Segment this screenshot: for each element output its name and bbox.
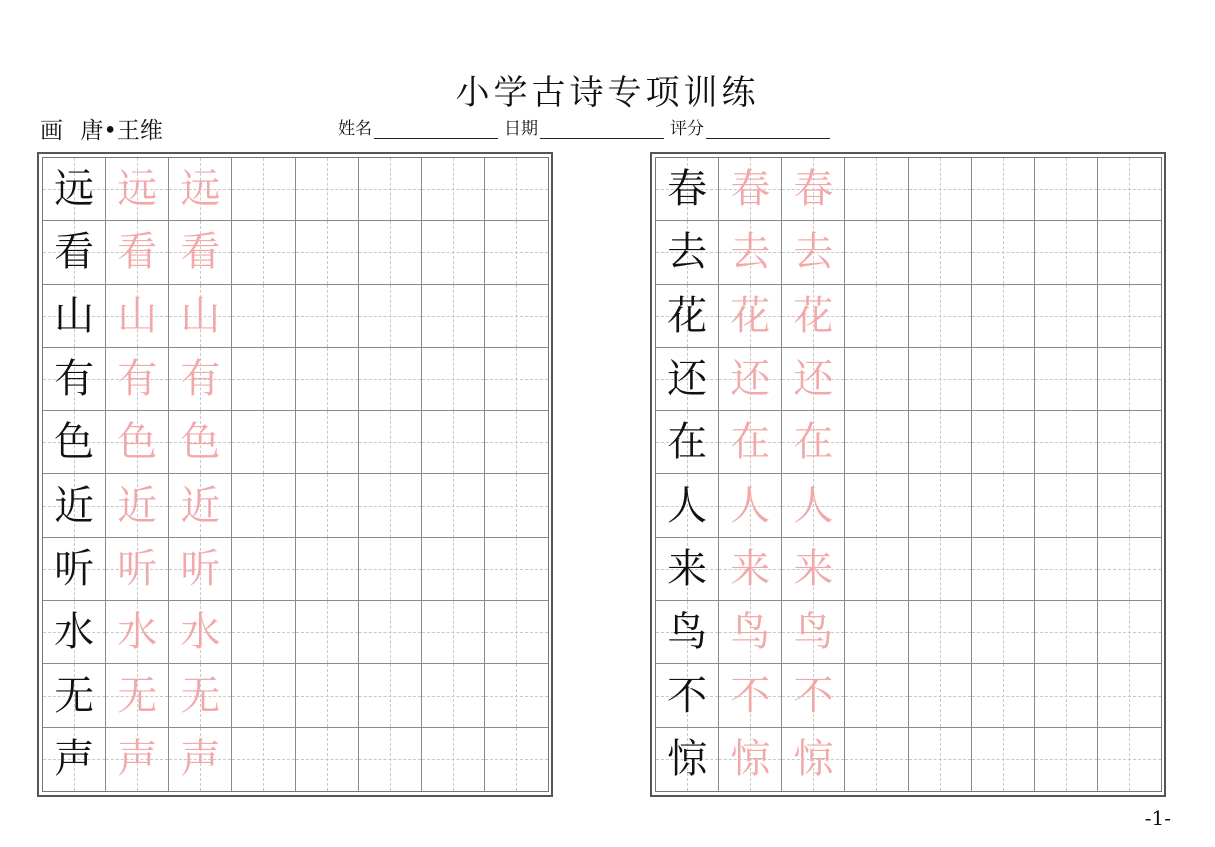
left-blank-practice-cell	[485, 474, 548, 537]
right-blank-practice-cell	[1035, 728, 1098, 791]
right-blank-practice-cell	[972, 728, 1035, 791]
right-model-char: 春	[667, 166, 708, 213]
left-blank-practice-cell	[296, 664, 359, 727]
name-field-label: 姓名	[338, 119, 372, 139]
right-trace-char: 还	[730, 356, 771, 403]
right-practice-grid	[655, 157, 1162, 792]
left-model-char-cell	[43, 158, 106, 221]
right-blank-practice-cell	[845, 474, 908, 537]
right-trace-char: 春	[730, 166, 771, 213]
poem-info	[40, 112, 173, 145]
left-trace-char: 听	[117, 545, 158, 592]
right-blank-practice-cell	[909, 474, 972, 537]
left-blank-practice-cell	[422, 348, 485, 411]
right-blank-practice-cell	[1098, 601, 1161, 664]
left-trace-char: 看	[180, 229, 221, 276]
left-trace-char: 听	[180, 545, 221, 592]
right-blank-practice-cell	[1035, 285, 1098, 348]
left-trace-char: 有	[117, 356, 158, 403]
right-trace-char: 鸟	[730, 609, 771, 656]
right-trace-char: 来	[730, 545, 771, 592]
right-model-char: 去	[667, 229, 708, 276]
right-blank-practice-cell	[1098, 348, 1161, 411]
right-trace-char-cell	[782, 538, 845, 601]
right-blank-practice-cell	[1098, 411, 1161, 474]
left-trace-char-cell	[106, 538, 169, 601]
left-trace-char-cell	[106, 348, 169, 411]
left-blank-practice-cell	[422, 158, 485, 221]
right-blank-practice-cell	[1098, 158, 1161, 221]
left-trace-char-cell	[106, 221, 169, 284]
right-trace-char: 人	[793, 482, 834, 529]
left-trace-char-cell	[169, 285, 232, 348]
left-blank-practice-cell	[485, 728, 548, 791]
left-trace-char: 山	[180, 292, 221, 339]
name-field-line	[374, 120, 498, 139]
left-blank-practice-cell	[422, 474, 485, 537]
left-trace-char-cell	[169, 158, 232, 221]
right-blank-practice-cell	[1035, 664, 1098, 727]
right-trace-char: 不	[793, 672, 834, 719]
right-blank-practice-cell	[1035, 158, 1098, 221]
right-model-char: 人	[667, 482, 708, 529]
right-model-char-cell	[656, 664, 719, 727]
right-blank-practice-cell	[972, 538, 1035, 601]
left-blank-practice-cell	[296, 728, 359, 791]
right-blank-practice-cell	[845, 285, 908, 348]
left-trace-char: 近	[117, 482, 158, 529]
right-model-char-cell	[656, 158, 719, 221]
left-blank-practice-cell	[359, 158, 422, 221]
right-trace-char-cell	[782, 601, 845, 664]
right-model-char: 在	[667, 419, 708, 466]
right-blank-practice-cell	[972, 221, 1035, 284]
right-blank-practice-cell	[1098, 538, 1161, 601]
score-field-label: 评分	[670, 119, 704, 139]
right-trace-char: 惊	[793, 736, 834, 783]
right-model-char: 惊	[667, 736, 708, 783]
left-trace-char-cell	[169, 664, 232, 727]
left-model-char: 听	[54, 545, 95, 592]
left-trace-char-cell	[169, 728, 232, 791]
right-trace-char: 来	[793, 545, 834, 592]
right-trace-char-cell	[782, 728, 845, 791]
right-practice-panel	[650, 152, 1166, 797]
right-trace-char-cell	[719, 285, 782, 348]
left-blank-practice-cell	[296, 601, 359, 664]
page-title: 小学古诗专项训练	[455, 72, 760, 113]
right-model-char-cell	[656, 601, 719, 664]
date-field-label: 日期	[504, 119, 538, 139]
right-trace-char-cell	[719, 538, 782, 601]
left-blank-practice-cell	[485, 538, 548, 601]
left-model-char-cell	[43, 664, 106, 727]
left-model-char: 山	[54, 292, 95, 339]
left-blank-practice-cell	[485, 411, 548, 474]
left-blank-practice-cell	[359, 411, 422, 474]
right-blank-practice-cell	[1035, 538, 1098, 601]
right-blank-practice-cell	[972, 285, 1035, 348]
right-trace-char: 在	[793, 419, 834, 466]
left-blank-practice-cell	[296, 538, 359, 601]
left-trace-char: 无	[180, 672, 221, 719]
right-trace-char-cell	[782, 158, 845, 221]
left-model-char: 看	[54, 229, 95, 276]
right-blank-practice-cell	[909, 538, 972, 601]
right-blank-practice-cell	[1035, 474, 1098, 537]
left-blank-practice-cell	[422, 664, 485, 727]
left-blank-practice-cell	[359, 728, 422, 791]
left-model-char: 声	[54, 736, 95, 783]
right-blank-practice-cell	[845, 411, 908, 474]
left-blank-practice-cell	[422, 285, 485, 348]
right-blank-practice-cell	[1035, 601, 1098, 664]
score-field	[670, 114, 830, 139]
right-blank-practice-cell	[1035, 221, 1098, 284]
right-blank-practice-cell	[972, 411, 1035, 474]
left-blank-practice-cell	[422, 411, 485, 474]
left-practice-panel	[37, 152, 553, 797]
right-blank-practice-cell	[972, 664, 1035, 727]
left-trace-char-cell	[169, 221, 232, 284]
left-blank-practice-cell	[422, 601, 485, 664]
left-blank-practice-cell	[359, 601, 422, 664]
left-blank-practice-cell	[232, 285, 295, 348]
left-model-char: 色	[54, 419, 95, 466]
right-blank-practice-cell	[1098, 285, 1161, 348]
left-trace-char: 声	[117, 736, 158, 783]
right-trace-char: 惊	[730, 736, 771, 783]
right-blank-practice-cell	[909, 221, 972, 284]
left-blank-practice-cell	[296, 285, 359, 348]
right-blank-practice-cell	[909, 348, 972, 411]
left-blank-practice-cell	[485, 348, 548, 411]
left-model-char-cell	[43, 221, 106, 284]
left-trace-char: 水	[180, 609, 221, 656]
left-trace-char: 山	[117, 292, 158, 339]
left-blank-practice-cell	[232, 474, 295, 537]
right-blank-practice-cell	[1035, 348, 1098, 411]
right-blank-practice-cell	[1098, 728, 1161, 791]
left-trace-char-cell	[169, 538, 232, 601]
right-blank-practice-cell	[909, 285, 972, 348]
left-blank-practice-cell	[296, 411, 359, 474]
right-trace-char-cell	[782, 221, 845, 284]
left-blank-practice-cell	[296, 474, 359, 537]
right-blank-practice-cell	[845, 158, 908, 221]
left-blank-practice-cell	[232, 664, 295, 727]
left-trace-char-cell	[106, 474, 169, 537]
left-blank-practice-cell	[232, 411, 295, 474]
right-model-char: 不	[667, 672, 708, 719]
left-blank-practice-cell	[232, 348, 295, 411]
left-model-char-cell	[43, 601, 106, 664]
left-model-char: 无	[54, 672, 95, 719]
left-blank-practice-cell	[359, 285, 422, 348]
left-trace-char: 色	[117, 419, 158, 466]
left-model-char: 水	[54, 609, 95, 656]
right-trace-char: 春	[793, 166, 834, 213]
right-trace-char: 不	[730, 672, 771, 719]
right-blank-practice-cell	[1098, 664, 1161, 727]
left-trace-char-cell	[169, 411, 232, 474]
left-blank-practice-cell	[232, 538, 295, 601]
right-trace-char: 鸟	[793, 609, 834, 656]
right-model-char: 鸟	[667, 609, 708, 656]
right-model-char-cell	[656, 348, 719, 411]
left-model-char-cell	[43, 474, 106, 537]
right-blank-practice-cell	[909, 601, 972, 664]
score-field-line	[706, 120, 830, 139]
name-field	[338, 114, 498, 139]
left-trace-char: 有	[180, 356, 221, 403]
right-model-char-cell	[656, 411, 719, 474]
right-blank-practice-cell	[845, 728, 908, 791]
page-number: -1-	[1144, 806, 1171, 830]
left-blank-practice-cell	[422, 221, 485, 284]
right-blank-practice-cell	[1098, 474, 1161, 537]
left-blank-practice-cell	[485, 158, 548, 221]
right-model-char: 还	[667, 356, 708, 403]
poem-name: 画	[40, 118, 63, 144]
poem-author: 唐•王维	[80, 118, 163, 144]
left-blank-practice-cell	[359, 474, 422, 537]
left-model-char-cell	[43, 285, 106, 348]
left-trace-char-cell	[169, 474, 232, 537]
left-trace-char-cell	[106, 728, 169, 791]
right-trace-char-cell	[782, 664, 845, 727]
left-trace-char-cell	[106, 411, 169, 474]
right-blank-practice-cell	[845, 538, 908, 601]
left-trace-char-cell	[169, 601, 232, 664]
right-blank-practice-cell	[909, 158, 972, 221]
right-trace-char: 花	[793, 292, 834, 339]
right-trace-char: 人	[730, 482, 771, 529]
right-blank-practice-cell	[845, 601, 908, 664]
right-blank-practice-cell	[1098, 221, 1161, 284]
left-model-char-cell	[43, 348, 106, 411]
left-blank-practice-cell	[232, 221, 295, 284]
right-blank-practice-cell	[845, 664, 908, 727]
left-trace-char: 声	[180, 736, 221, 783]
right-model-char-cell	[656, 538, 719, 601]
right-model-char-cell	[656, 221, 719, 284]
right-model-char-cell	[656, 285, 719, 348]
right-model-char-cell	[656, 474, 719, 537]
left-blank-practice-cell	[232, 158, 295, 221]
left-blank-practice-cell	[359, 348, 422, 411]
left-blank-practice-cell	[359, 221, 422, 284]
right-blank-practice-cell	[845, 348, 908, 411]
left-blank-practice-cell	[359, 664, 422, 727]
left-blank-practice-cell	[422, 538, 485, 601]
left-trace-char: 远	[117, 166, 158, 213]
right-blank-practice-cell	[845, 221, 908, 284]
left-blank-practice-cell	[485, 664, 548, 727]
right-blank-practice-cell	[909, 411, 972, 474]
right-trace-char-cell	[782, 348, 845, 411]
left-trace-char: 无	[117, 672, 158, 719]
student-fields	[338, 114, 836, 139]
right-trace-char-cell	[782, 474, 845, 537]
right-trace-char-cell	[719, 348, 782, 411]
left-trace-char: 远	[180, 166, 221, 213]
right-blank-practice-cell	[972, 348, 1035, 411]
right-trace-char-cell	[719, 221, 782, 284]
left-trace-char-cell	[169, 348, 232, 411]
right-trace-char-cell	[782, 285, 845, 348]
right-trace-char-cell	[782, 411, 845, 474]
right-blank-practice-cell	[972, 158, 1035, 221]
right-blank-practice-cell	[909, 728, 972, 791]
right-blank-practice-cell	[909, 664, 972, 727]
left-trace-char: 水	[117, 609, 158, 656]
right-trace-char: 花	[730, 292, 771, 339]
right-trace-char-cell	[719, 728, 782, 791]
left-trace-char-cell	[106, 285, 169, 348]
left-model-char: 有	[54, 356, 95, 403]
right-model-char-cell	[656, 728, 719, 791]
left-model-char-cell	[43, 728, 106, 791]
left-model-char-cell	[43, 411, 106, 474]
right-blank-practice-cell	[972, 601, 1035, 664]
right-blank-practice-cell	[972, 474, 1035, 537]
right-blank-practice-cell	[1035, 411, 1098, 474]
left-model-char: 远	[54, 166, 95, 213]
left-trace-char-cell	[106, 158, 169, 221]
left-trace-char: 近	[180, 482, 221, 529]
left-blank-practice-cell	[232, 728, 295, 791]
left-practice-grid	[42, 157, 549, 792]
right-trace-char: 去	[730, 229, 771, 276]
right-trace-char: 在	[730, 419, 771, 466]
left-trace-char: 色	[180, 419, 221, 466]
right-model-char: 花	[667, 292, 708, 339]
left-model-char-cell	[43, 538, 106, 601]
date-field-line	[540, 120, 664, 139]
left-trace-char-cell	[106, 601, 169, 664]
left-blank-practice-cell	[422, 728, 485, 791]
left-blank-practice-cell	[296, 221, 359, 284]
left-blank-practice-cell	[485, 285, 548, 348]
left-blank-practice-cell	[232, 601, 295, 664]
right-trace-char-cell	[719, 474, 782, 537]
date-field	[504, 114, 664, 139]
left-blank-practice-cell	[359, 538, 422, 601]
left-trace-char-cell	[106, 664, 169, 727]
right-trace-char: 还	[793, 356, 834, 403]
left-blank-practice-cell	[485, 221, 548, 284]
left-blank-practice-cell	[485, 601, 548, 664]
right-trace-char: 去	[793, 229, 834, 276]
right-model-char: 来	[667, 545, 708, 592]
right-trace-char-cell	[719, 601, 782, 664]
left-blank-practice-cell	[296, 348, 359, 411]
right-trace-char-cell	[719, 411, 782, 474]
left-model-char: 近	[54, 482, 95, 529]
left-trace-char: 看	[117, 229, 158, 276]
right-trace-char-cell	[719, 158, 782, 221]
left-blank-practice-cell	[296, 158, 359, 221]
right-trace-char-cell	[719, 664, 782, 727]
